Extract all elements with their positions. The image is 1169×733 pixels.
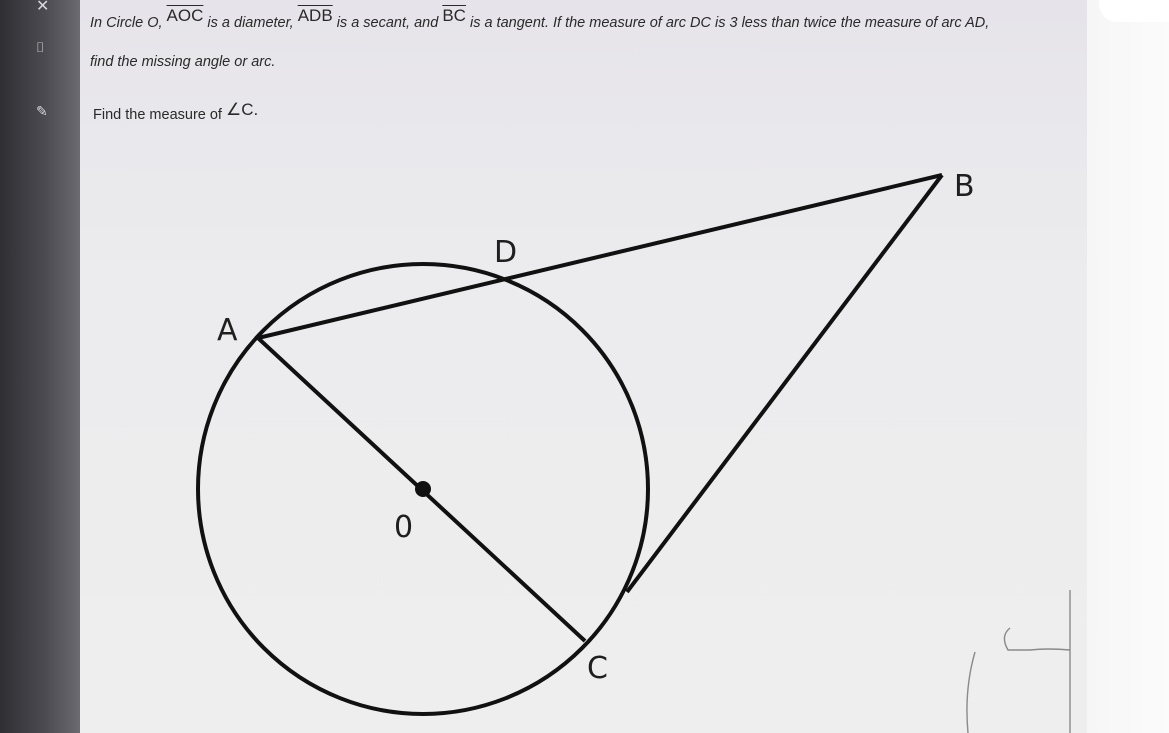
segment-adb: $\overline{ADB}$ xyxy=(297,6,333,25)
segment-bc: $\overline{BC}$ xyxy=(442,6,466,25)
label-a: A xyxy=(217,313,238,348)
left-bezel xyxy=(0,0,80,733)
label-o: 0 xyxy=(394,510,414,545)
circle-figure xyxy=(80,0,1087,733)
statement-suffix: is a tangent. If the measure of arc DC is 3 less than twice the measure of arc AD, xyxy=(469,15,990,31)
statement-mid-2: is a secant, and xyxy=(336,15,439,31)
handwritten-stroke xyxy=(967,652,975,733)
pen-icon[interactable]: ✎ xyxy=(36,103,48,119)
close-icon[interactable]: ✕ xyxy=(36,0,50,15)
statement-prefix: In Circle O, xyxy=(90,15,163,31)
center-point-o xyxy=(415,481,431,497)
angle-symbol: ∠ xyxy=(226,100,242,119)
bookmark-icon[interactable]: ⌷ xyxy=(36,39,45,55)
label-c: C xyxy=(587,651,608,686)
statement-mid-1: is a diameter, xyxy=(207,15,294,31)
question-prefix: Find the measure of xyxy=(93,107,222,123)
segment-aoc: $\overline{AOC}$ xyxy=(166,6,204,25)
statement-line-2-text: find the missing angle or arc. xyxy=(90,54,276,70)
right-bezel xyxy=(1087,0,1169,733)
screen-glare xyxy=(1099,0,1169,22)
label-d: D xyxy=(494,235,518,270)
handwritten-mark xyxy=(1004,590,1070,733)
document-screen xyxy=(80,0,1087,733)
question-angle: C. xyxy=(241,100,259,119)
label-b: B xyxy=(954,169,975,204)
